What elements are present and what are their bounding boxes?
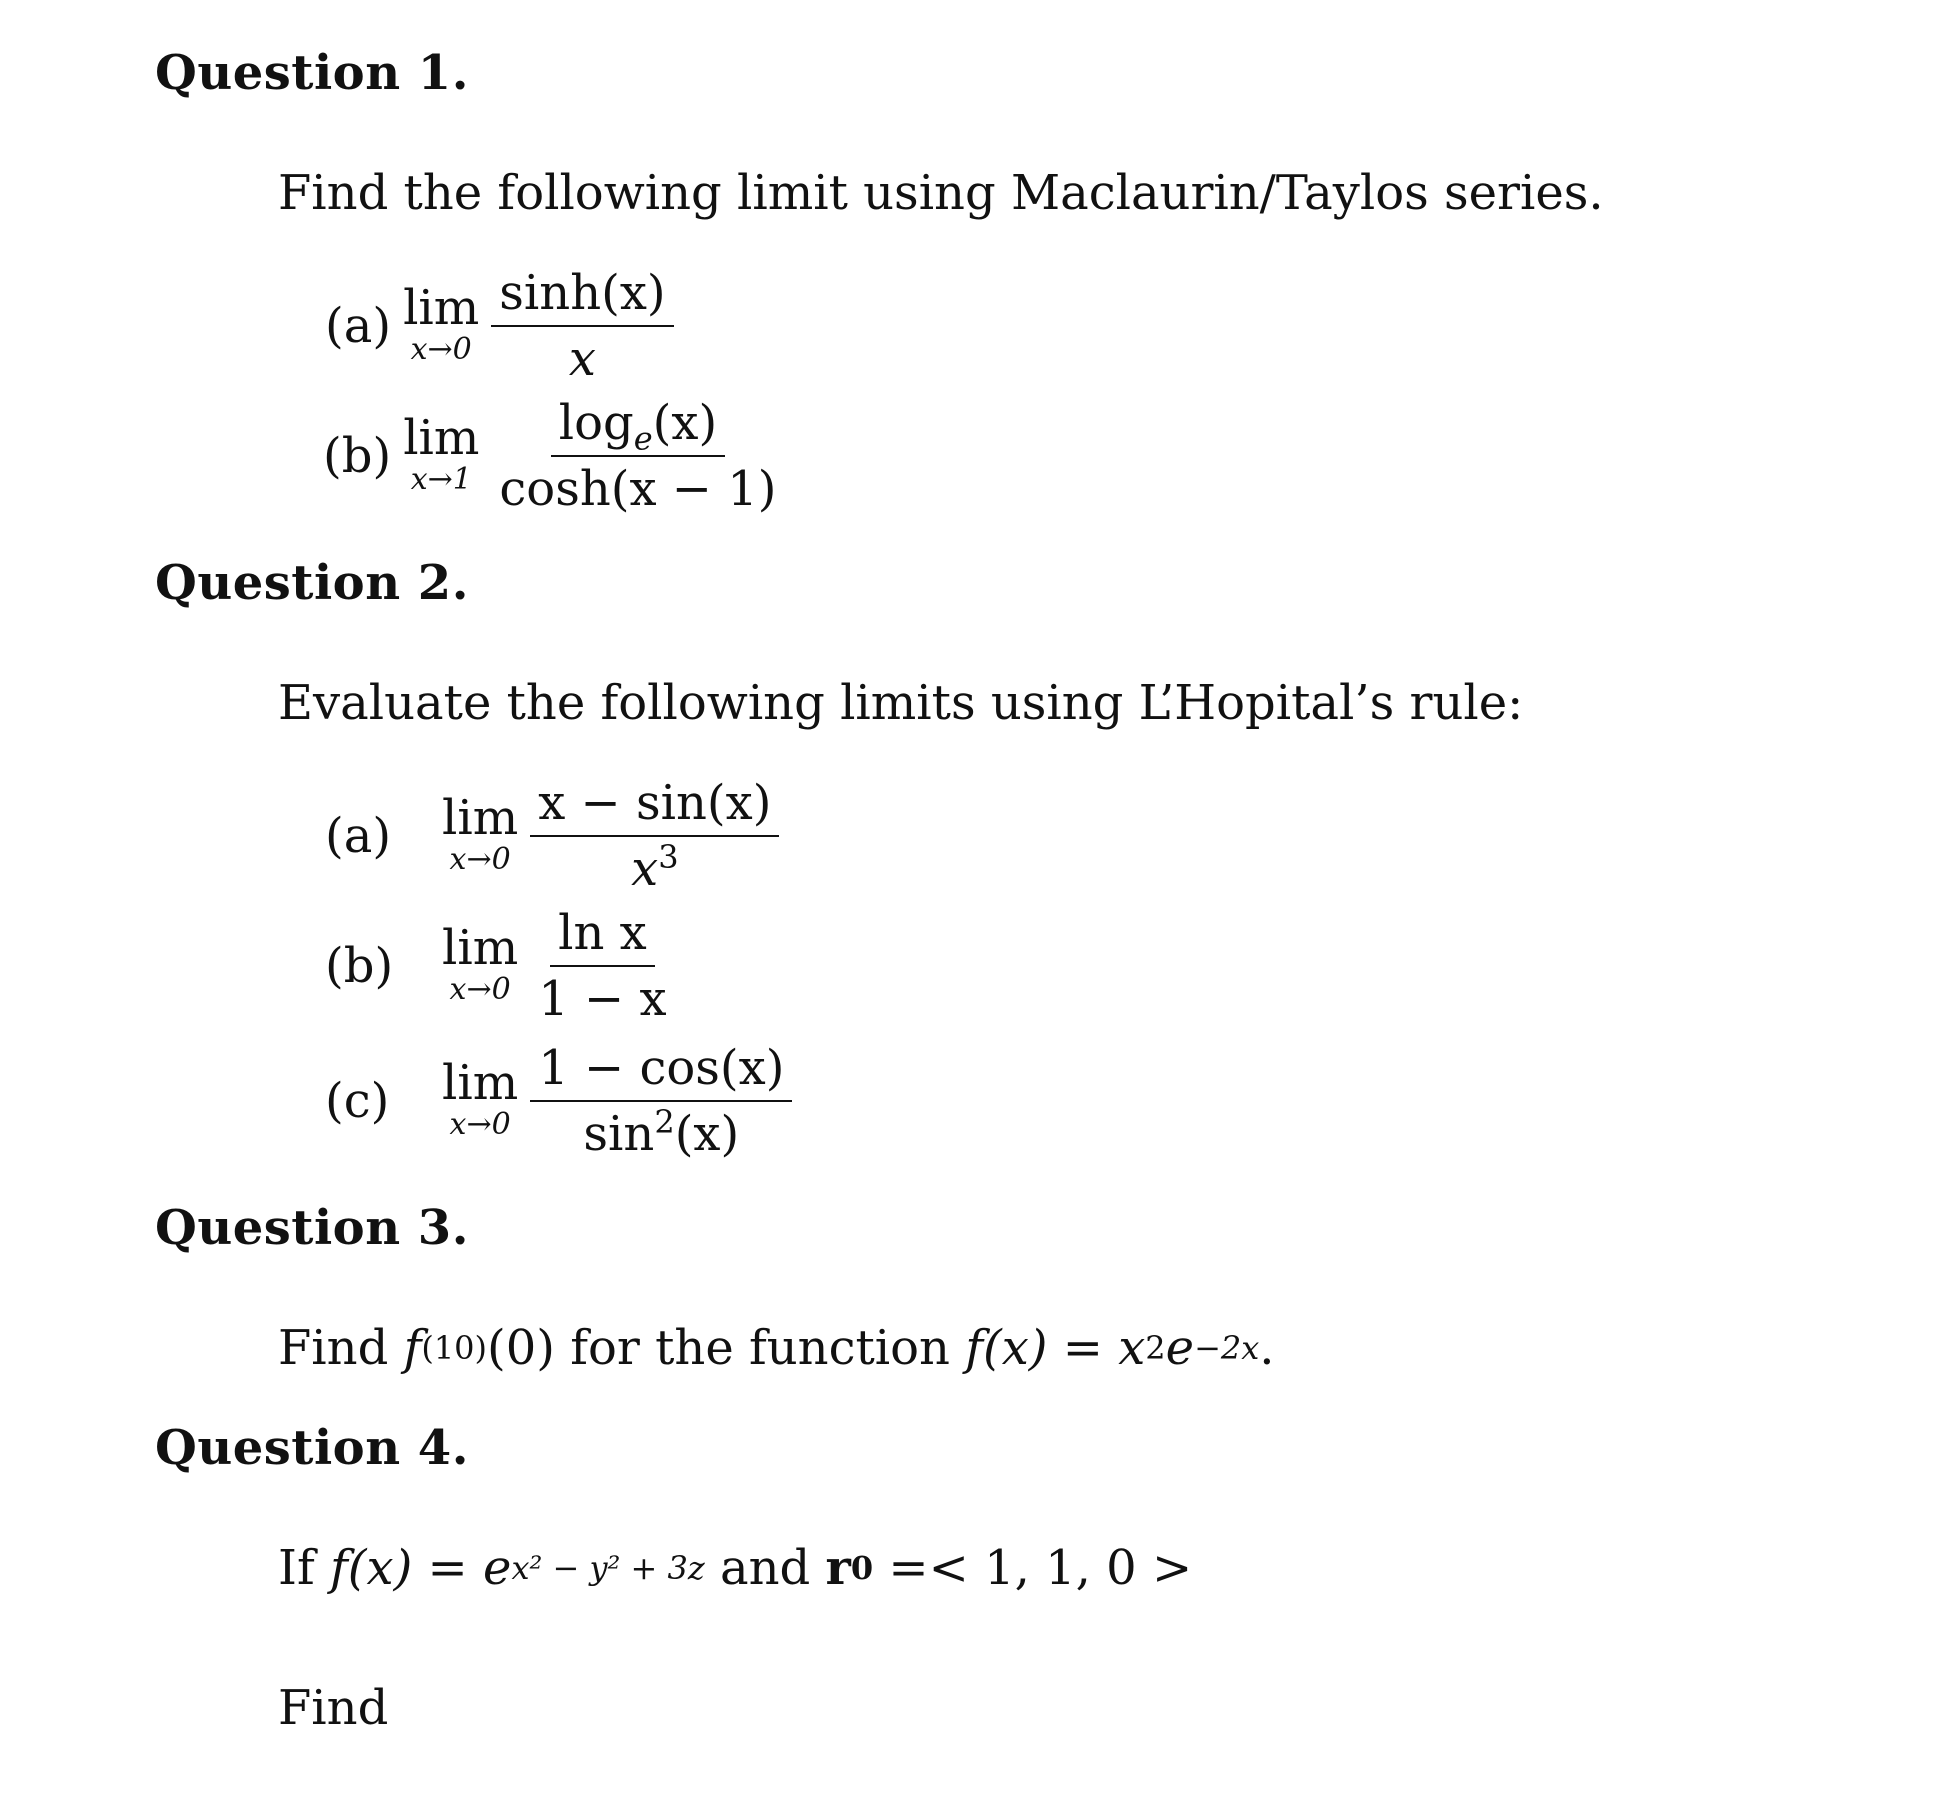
question-3-prompt: Find f (10) (0) for the function f(x) = x 2 e −2x . (278, 1320, 1275, 1376)
question-2-heading: Question 2. (155, 555, 469, 611)
numerator: 1 − cos(x) (530, 1040, 792, 1102)
question-1-prompt: Find the following limit using Maclaurin/Taylos series. (278, 165, 1604, 221)
lim-operator: lim x→0 (442, 790, 519, 877)
part-label: (b) (325, 938, 394, 994)
question-4-heading: Question 4. (155, 1420, 469, 1476)
denominator: $x^3$ (631, 838, 679, 897)
question-3-heading: Question 3. (155, 1200, 469, 1256)
question-1b-limit (323, 395, 785, 517)
fraction (530, 775, 779, 897)
numerator: ln x (550, 905, 655, 967)
lim-operator: lim x→1 (403, 410, 480, 497)
lim-operator: lim x→0 (403, 280, 480, 367)
question-2-prompt: Evaluate the following limits using L’Hopital’s rule: (278, 675, 1524, 731)
lim-operator: lim x→0 (442, 1055, 519, 1142)
fraction (491, 395, 784, 517)
numerator: $\log_e(x)$ (551, 395, 725, 457)
denominator: x (568, 331, 596, 387)
lim-operator: lim x→0 (442, 920, 519, 1007)
part-label: (b) (323, 428, 392, 484)
denominator: 1 − x (538, 971, 667, 1027)
question-2b-limit (325, 905, 675, 1027)
question-4-find: Find (278, 1680, 389, 1736)
fraction (530, 905, 674, 1027)
question-1-heading: Question 1. (155, 45, 469, 101)
numerator: sinh(x) (491, 265, 673, 327)
fraction (491, 265, 673, 387)
denominator: $\sin^2(x)$ (583, 1103, 740, 1162)
question-2a-limit (325, 775, 779, 897)
fraction (530, 1040, 792, 1162)
denominator: cosh(x − 1) (499, 461, 777, 517)
part-label: (a) (325, 298, 392, 354)
question-1a-limit (325, 265, 674, 387)
question-2c-limit (325, 1040, 792, 1162)
part-label: (c) (325, 1073, 390, 1129)
part-label: (a) (325, 808, 392, 864)
numerator: x − sin(x) (530, 775, 779, 837)
question-4-statement: If f(x) = e x² − y² + 3z and r 0 =< 1, 1, 0 > (278, 1540, 1193, 1596)
